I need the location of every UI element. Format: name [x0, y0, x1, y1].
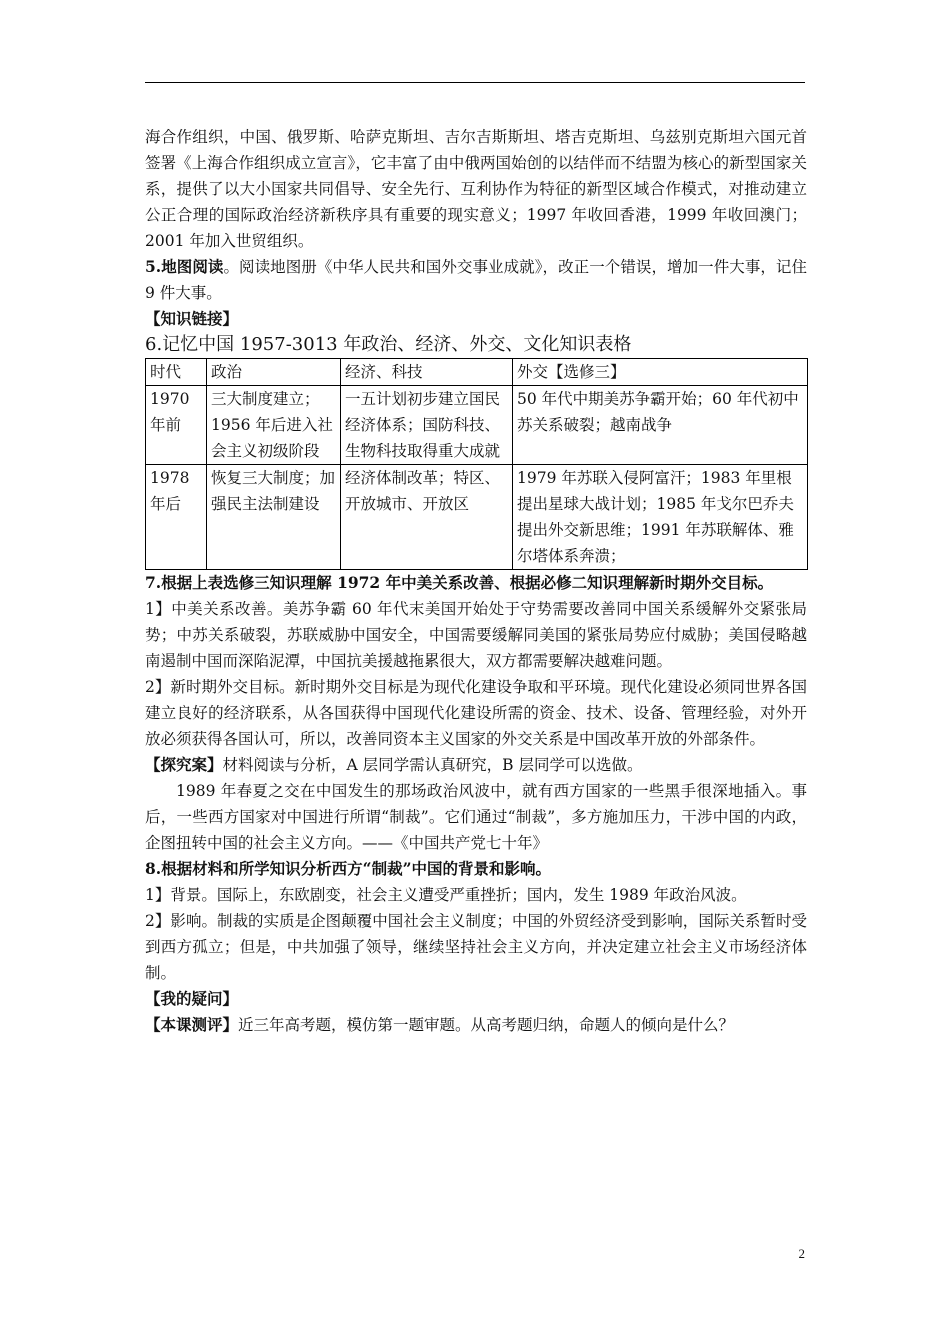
table-cell: 50 年代中期美苏争霸开始；60 年代初中苏关系破裂；越南战争 — [513, 386, 808, 465]
evaluation-heading: 【本课测评】 — [145, 1015, 239, 1034]
item7-answer-1: 1】中美关系改善。美苏争霸 60 年代末美国开始处于守势需要改善同中国关系缓解外交紧张局势；中苏关系破裂，苏联威胁中国安全，中国需要缓解同美国的紧张局势应付威胁；美国侵略越南遏制中国而深陷泥潭，中国抗美援越拖累很大，双方都需要解决越难问题。 — [145, 600, 807, 670]
table-header-cell: 政治 — [207, 359, 341, 386]
header-rule — [145, 82, 805, 83]
item7-answer-2: 2】新时期外交目标。新时期外交目标是为现代化建设争取和平环境。现代化建设必须同世界各国建立良好的经济联系，从各国获得中国现代化建设所需的资金、技术、设备、管理经验，对外开放必须获得各国认可，所以，改善同资本主义国家的外交关系是中国改革开放的外部条件。 — [145, 678, 807, 748]
table-header-cell: 时代 — [146, 359, 207, 386]
evaluation-text: 近三年高考题，模仿第一题审题。从高考题归纳，命题人的倾向是什么？ — [238, 1016, 735, 1034]
document-body — [145, 124, 807, 1038]
intro-paragraph: 海合作组织，中国、俄罗斯、哈萨克斯坦、吉尔吉斯斯坦、塔吉克斯坦、乌兹别克斯坦六国元首签署《上海合作组织成立宣言》，它丰富了由中俄两国始创的以结伴而不结盟为核心的新型国家关系，提供了以大小国家共同倡导、安全先行、互利协作为特征的新型区域合作模式，对推动建立公正合理的国际政治经济新秩序具有重要的现实意义；1997 年收回香港，1999 年收回澳门；2001 年加入世贸组织。 — [145, 128, 807, 250]
item5-heading: 5.地图阅读 — [145, 257, 224, 276]
table-header-cell: 经济、科技 — [341, 359, 513, 386]
table-row — [146, 465, 808, 570]
table-cell: 一五计划初步建立国民经济体系；国防科技、生物科技取得重大成就 — [341, 386, 513, 465]
knowledge-table — [145, 358, 808, 570]
my-questions-heading: 【我的疑问】 — [145, 989, 239, 1008]
item8-answer-1: 1】背景。国际上，东欧剧变，社会主义遭受严重挫折；国内，发生 1989 年政治风波。 — [145, 886, 747, 904]
material-paragraph: 1989 年春夏之交在中国发生的那场政治风波中，就有西方国家的一些黑手很深地插入。事后，一些西方国家对中国进行所谓“制裁”。它们通过“制裁”，多方施加压力，干涉中国的内政，企图扭转中国的社会主义方向。——《中国共产党七十年》 — [145, 782, 807, 852]
item6-title: 6.记忆中国 1957-3013 年政治、经济、外交、文化知识表格 — [145, 334, 632, 355]
item5-paragraph — [145, 254, 807, 306]
table-cell: 三大制度建立；1956 年后进入社会主义初级阶段 — [207, 386, 341, 465]
item7-heading: 7.根据上表选修三知识理解 1972 年中美关系改善、根据必修二知识理解新时期外交目标。 — [145, 573, 774, 592]
explore-heading: 【探究案】 — [145, 755, 223, 774]
item8-answer-2: 2】影响。制裁的实质是企图颠覆中国社会主义制度；中国的外贸经济受到影响，国际关系暂时受到西方孤立；但是，中共加强了领导，继续坚持社会主义方向，并决定建立社会主义市场经济体制。 — [145, 912, 807, 982]
evaluation-paragraph — [145, 1012, 807, 1038]
explore-text: 材料阅读与分析，A 层同学需认真研究，B 层同学可以选做。 — [222, 756, 643, 774]
table-cell: 1978 年后 — [146, 465, 207, 570]
page-number: 2 — [798, 1246, 805, 1261]
table-row — [146, 386, 808, 465]
table-cell: 1979 年苏联入侵阿富汗；1983 年里根提出星球大战计划；1985 年戈尔巴乔夫提出外交新思维；1991 年苏联解体、雅尔塔体系奔溃； — [513, 465, 808, 570]
table-header-row — [146, 359, 808, 386]
table-cell: 1970 年前 — [146, 386, 207, 465]
table-cell: 恢复三大制度；加强民主法制建设 — [207, 465, 341, 570]
knowledge-link-heading: 【知识链接】 — [145, 309, 239, 328]
table-cell: 经济体制改革；特区、开放城市、开放区 — [341, 465, 513, 570]
explore-paragraph — [145, 752, 807, 778]
item5-text: 。阅读地图册《中华人民共和国外交事业成就》，改正一个错误，增加一件大事，记住 9 件大事。 — [145, 258, 807, 302]
table-header-cell: 外交【选修三】 — [513, 359, 808, 386]
item8-heading: 8.根据材料和所学知识分析西方“制裁”中国的背景和影响。 — [145, 859, 552, 878]
